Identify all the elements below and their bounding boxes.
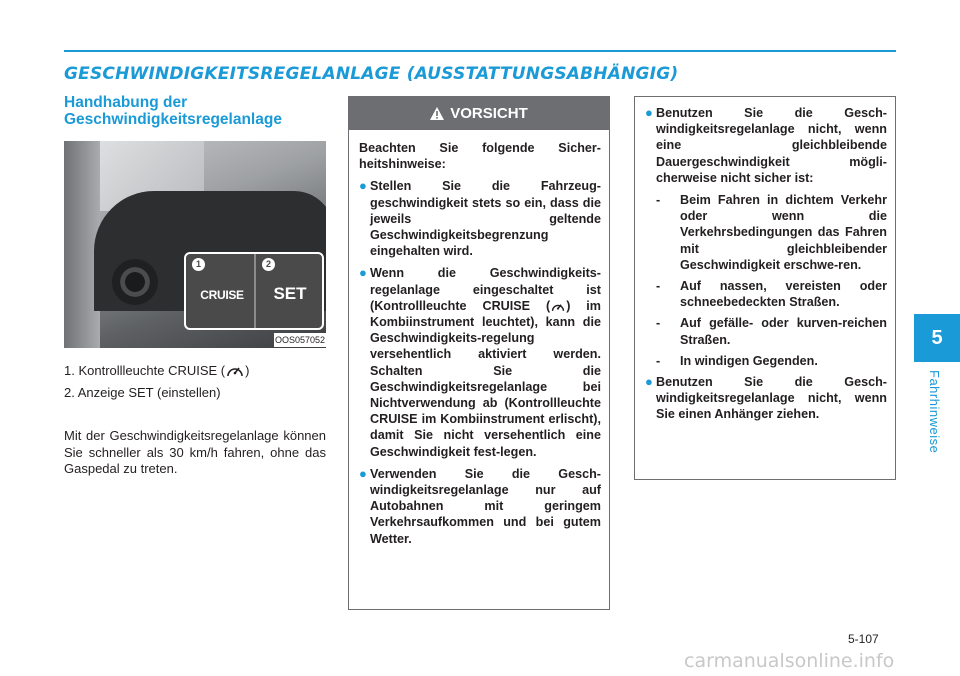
caution-bullet-1 [359, 178, 601, 259]
dash-item-4: - In windigen Gegenden. [656, 353, 818, 368]
legend-item-2 [64, 382, 249, 404]
legend-item-1-text: 1. Kontrollleuchte CRUISE ( [64, 363, 226, 378]
dash-item-4-text: In windigen Gegenden. [680, 353, 818, 368]
inset-number-2: 2 [262, 258, 275, 271]
set-indicator-label: SET [273, 284, 307, 303]
caution-bullet-2-text-b: ) im Kombiinstrument leuchtet), kann die Geschwindigkeits-regelung versehentlich aktiviert werden. Schalten Sie die Geschwindigkeitsregelanlage bei Nichtverwendung ab (Kontrollleuchte CRUISE im Kombiinstrument erlischt), damit Sie nicht versehentlich eine Geschwindigkeit fest-legen. [370, 298, 602, 459]
legend-item-1 [64, 360, 249, 382]
bullet-dot: ● [359, 265, 367, 281]
caution-box [348, 96, 610, 610]
bullet-dot: ● [359, 178, 367, 194]
right-bullet-2-text: Benutzen Sie die Gesch-windigkeitsregelanlage nicht, wenn Sie einen Anhänger ziehen. [656, 375, 887, 422]
caution-bullet-2-text-a: Wenn die Geschwindigkeits-regelanlage eingeschaltet ist (Kontrollleuchte CRUISE ( [370, 266, 601, 313]
caution-title: VORSICHT [450, 105, 528, 122]
legend-item-2-text: 2. Anzeige SET (einstellen) [64, 385, 221, 400]
dash-item-3-text: Auf gefälle- oder kurven-reichen Straßen. [680, 316, 887, 347]
caution-bullet-3 [359, 466, 601, 547]
inset-number-1: 1 [192, 258, 205, 271]
caution-intro: Beachten Sie folgende Sicher-heitshinweise: [359, 141, 601, 172]
legend-item-1-suffix: ) [245, 363, 250, 378]
page-number: 5-107 [848, 632, 879, 646]
chapter-tab[interactable]: 5 [914, 314, 960, 362]
photo-code: OOS057052 [274, 335, 326, 345]
dash-item-1-text: Beim Fahren in dichtem Verkehr oder wenn die Verkehrsbedingungen das Fahren mit gleichbleibender Geschwindigkeit erschwe-ren. [680, 193, 887, 272]
legend-list [64, 360, 249, 404]
caution-bullet-2 [359, 265, 601, 459]
warning-triangle-icon [430, 107, 444, 120]
dash-item-3: - Auf gefälle- oder kurven-reichen Straßen. [656, 316, 887, 347]
cruise-indicator-label: CRUISE [200, 288, 244, 302]
air-vent [112, 259, 158, 305]
watermark: carmanualsonline.info [684, 650, 895, 672]
caution-bullet-1-text: Stellen Sie die Fahrzeug-geschwindigkeit stets so ein, dass die jeweils geltende Geschwindigkeitsbegrenzung eingehalten wird. [370, 179, 601, 259]
bullet-dot: ● [645, 105, 653, 120]
bullet-dot: ● [645, 374, 653, 390]
dash-item-2: - Auf nassen, vereisten oder schneebedeckten Straßen. [656, 279, 887, 310]
cluster-inset [184, 252, 324, 330]
caution-bullet-3-text: Verwenden Sie die Gesch-windigkeitsregelanlage nur auf Autobahnen mit geringem Verkehrsaufkommen und bei gutem Wetter. [370, 466, 601, 546]
section-title: Handhabung der Geschwindigkeitsregelanlage [64, 94, 282, 128]
chapter-label: Fahrhinweise [927, 370, 942, 454]
cruise-speedometer-icon [550, 300, 566, 314]
warning-continuation-box [634, 96, 896, 480]
caution-content [349, 130, 609, 547]
page-heading: GESCHWINDIGKEITSREGELANLAGE (AUSSTATTUNGSABHÄNGIG) [64, 64, 679, 84]
right-bullet-1-text: Benutzen Sie die Gesch-windigkeitsregelanlage nicht, wenn eine gleichbleibende Dauergeschwindigkeit mögli-cherweise nicht sicher ist: [656, 106, 887, 185]
bullet-dot: ● [359, 465, 367, 481]
section-body: Mit der Geschwindigkeitsregelanlage können Sie schneller als 30 km/h fahren, ohne das Gaspedal zu treten. [64, 428, 326, 476]
inset-divider [254, 254, 256, 330]
caution-header [349, 97, 609, 130]
dash-item-2-text: Auf nassen, vereisten oder schneebedeckten Straßen. [680, 279, 887, 310]
cruise-speedometer-icon [225, 362, 245, 380]
right-bullet-1 [645, 105, 887, 186]
top-rule [64, 50, 896, 52]
right-bullet-2 [645, 374, 887, 423]
dash-item-1: - Beim Fahren in dichtem Verkehr oder wenn die Verkehrsbedingungen das Fahren mit gleichbleibender Geschwindigkeit erschwe-ren. [656, 193, 887, 272]
